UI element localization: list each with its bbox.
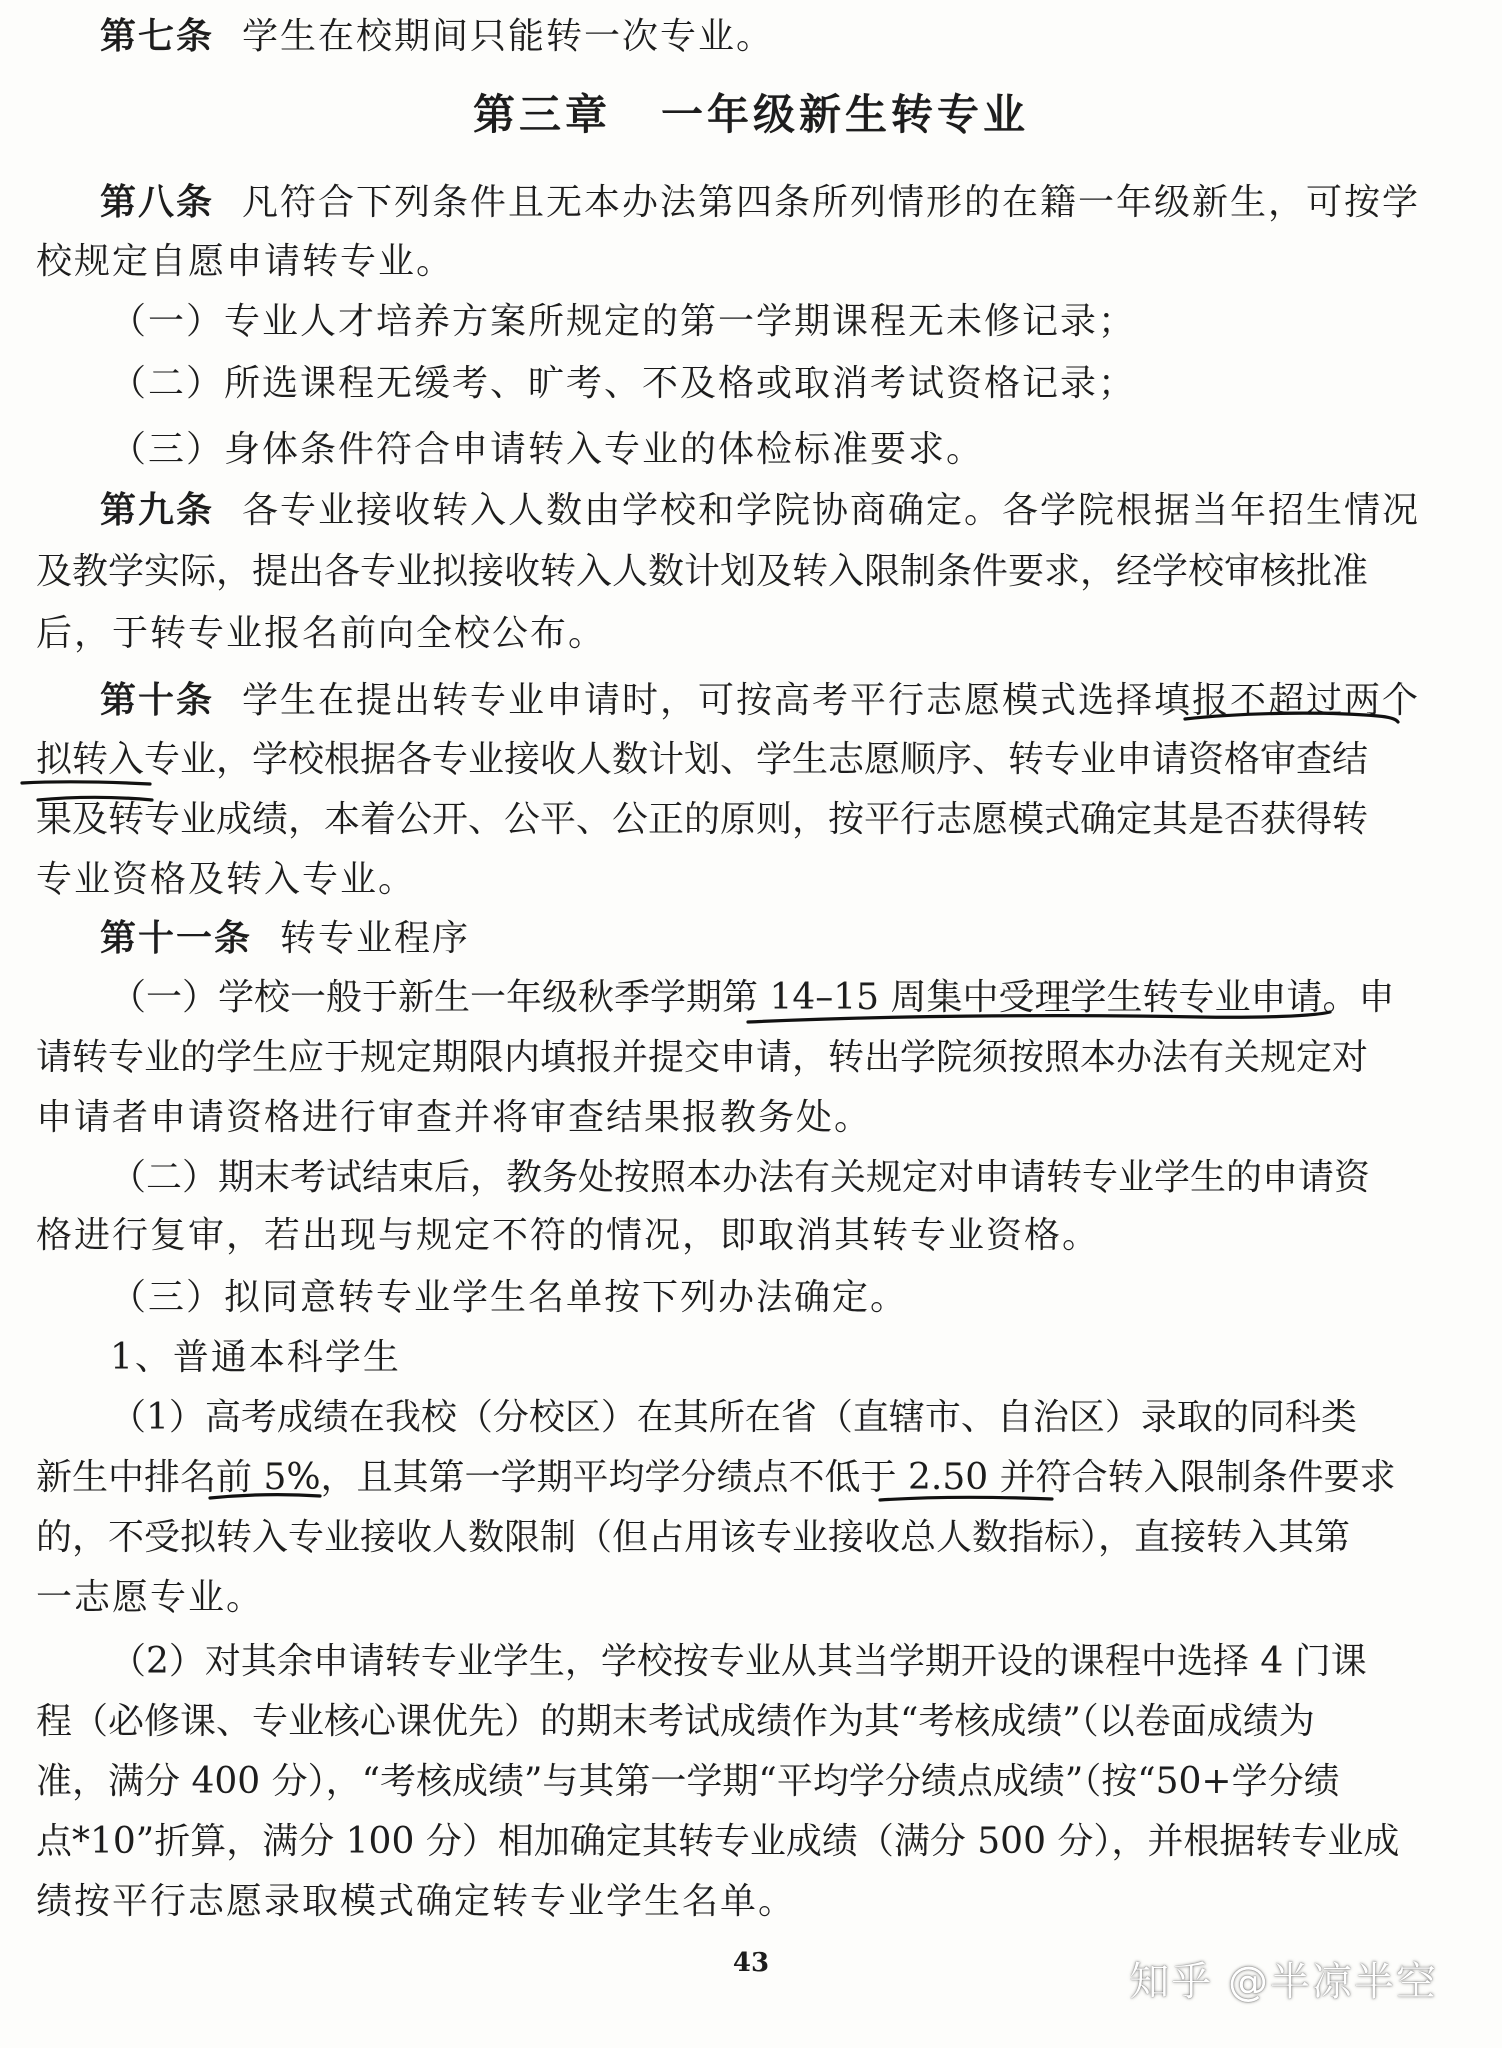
article-8-item-3: （三）身体条件符合申请转入专业的体检标准要求。 bbox=[110, 429, 985, 470]
article-8-line-2: 校规定自愿申请转专业。 bbox=[36, 241, 455, 282]
article-11-s1-line-3: 的，不受拟转入专业接收人数限制（但占用该专业接收总人数指标），直接转入其第 bbox=[36, 1517, 1351, 1558]
article-text: 学生在提出转专业申请时，可按高考平行志愿模式选择填报不超过两个 bbox=[242, 680, 1421, 721]
article-11-s1-line-4: 一志愿专业。 bbox=[36, 1577, 265, 1618]
article-label: 第八条 bbox=[100, 181, 215, 223]
article-8-item-1: （一）专业人才培养方案所规定的第一学期课程无未修记录； bbox=[110, 301, 1137, 342]
article-11-p2-line-1: （二）期末考试结束后，教务处按照本办法有关规定对申请转专业学生的申请资 bbox=[110, 1157, 1371, 1198]
article-11-subheading: 1、普通本科学生 bbox=[110, 1337, 401, 1378]
article-11-heading bbox=[100, 916, 470, 961]
chapter-heading bbox=[0, 82, 1502, 142]
article-11-s2-line-3: 准，满分 400 分），“考核成绩”与其第一学期“平均学分绩点成绩”（按“50+学分绩 bbox=[36, 1761, 1340, 1802]
article-label: 第十一条 bbox=[100, 917, 253, 959]
article-label: 第七条 bbox=[100, 15, 215, 57]
article-label: 第十条 bbox=[100, 679, 215, 721]
article-8-line-1 bbox=[100, 180, 1420, 225]
article-7 bbox=[100, 14, 774, 59]
page-number: 43 bbox=[732, 1948, 770, 1978]
chapter-title: 一年级新生转专业 bbox=[661, 90, 1030, 139]
article-label: 第九条 bbox=[100, 489, 215, 531]
article-11-s2-line-1: （2）对其余申请转专业学生，学校按专业从其当学期开设的课程中选择 4 门课 bbox=[110, 1641, 1367, 1682]
article-11-s2-line-4: 点*10”折算，满分 100 分）相加确定其转专业成绩（满分 500 分），并根据转专业成 bbox=[36, 1821, 1400, 1862]
article-text: 各专业接收转入人数由学校和学院协商确定。各学院根据当年招生情况 bbox=[242, 490, 1421, 531]
article-11-p2-line-2: 格进行复审，若出现与规定不符的情况，即取消其转专业资格。 bbox=[36, 1215, 1101, 1256]
chapter-number: 第三章 bbox=[472, 90, 611, 139]
watermark: 知乎 @半凉半空 bbox=[1129, 1959, 1438, 2005]
article-text: 凡符合下列条件且无本办法第四条所列情形的在籍一年级新生，可按学 bbox=[242, 182, 1421, 223]
article-10-line-4: 专业资格及转入专业。 bbox=[36, 859, 417, 900]
article-11-p1-line-3: 申请者申请资格进行审查并将审查结果报教务处。 bbox=[36, 1097, 873, 1138]
article-8-item-2: （二）所选课程无缓考、旷考、不及格或取消考试资格记录； bbox=[110, 363, 1137, 404]
article-10-line-3: 果及转专业成绩，本着公开、公平、公正的原则，按平行志愿模式确定其是否获得转 bbox=[36, 799, 1369, 840]
article-title: 转专业程序 bbox=[280, 918, 471, 959]
article-10-line-1 bbox=[100, 678, 1420, 723]
article-11-s1-line-2: 新生中排名前 5%，且其第一学期平均学分绩点不低于 2.50 并符合转入限制条件要求 bbox=[36, 1457, 1396, 1498]
article-11-s2-line-5: 绩按平行志愿录取模式确定转专业学生名单。 bbox=[36, 1881, 797, 1922]
article-11-p1-line-2: 请转专业的学生应于规定期限内填报并提交申请，转出学院须按照本办法有关规定对 bbox=[36, 1037, 1369, 1078]
article-text: 学生在校期间只能转一次专业。 bbox=[242, 16, 775, 57]
article-11-p1-line-1: （一）学校一般于新生一年级秋季学期第 14–15 周集中受理学生转专业申请。申 bbox=[110, 977, 1395, 1018]
article-9-line-2: 及教学实际，提出各专业拟接收转入人数计划及转入限制条件要求，经学校审核批准 bbox=[36, 551, 1369, 592]
article-11-s2-line-2: 程（必修课、专业核心课优先）的期末考试成绩作为其“考核成绩”（以卷面成绩为 bbox=[36, 1701, 1315, 1742]
article-11-p3: （三）拟同意转专业学生名单按下列办法确定。 bbox=[110, 1277, 909, 1318]
article-9-line-3: 后，于转专业报名前向全校公布。 bbox=[36, 613, 607, 654]
article-9-line-1 bbox=[100, 488, 1420, 533]
article-11-s1-line-1: （1）高考成绩在我校（分校区）在其所在省（直辖市、自治区）录取的同科类 bbox=[110, 1397, 1357, 1438]
article-10-line-2: 拟转入专业，学校根据各专业接收人数计划、学生志愿顺序、转专业申请资格审查结 bbox=[36, 739, 1369, 780]
underline-two-choices-cont bbox=[22, 782, 150, 784]
